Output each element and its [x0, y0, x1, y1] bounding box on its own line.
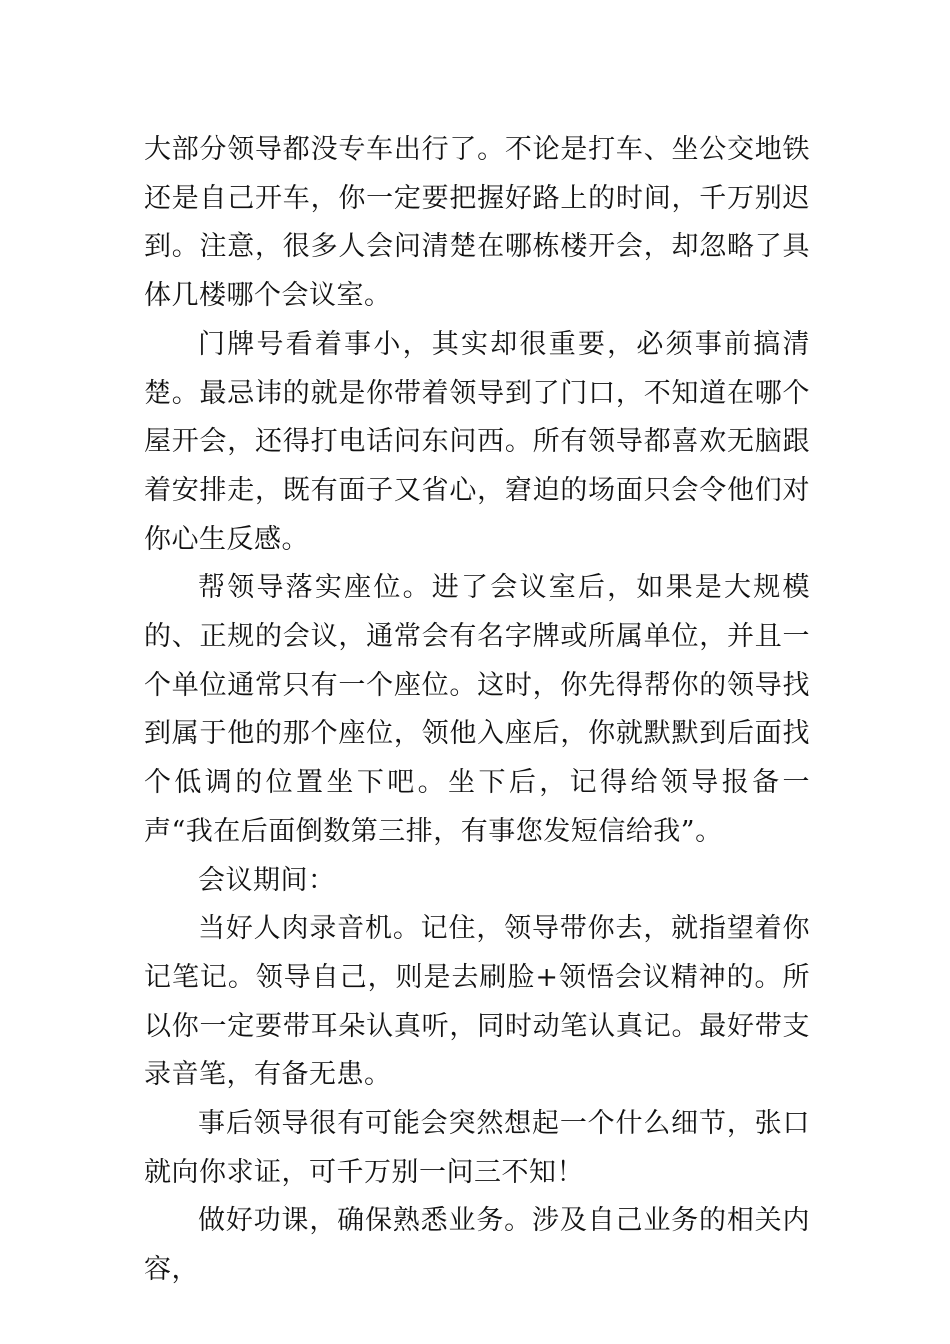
paragraph-seating: 帮领导落实座位。进了会议室后，如果是大规模的、正规的会议，通常会有名字牌或所属单位，并且一个单位通常只有一个座位。这时，你先得帮你的领导找到属于他的那个座位，领他入座后，你就默默到后面找个低调的位置坐下吧。坐下后，记得给领导报备一声“我在后面倒数第三排，有事您发短信给我”。 — [144, 572, 810, 847]
document-body — [144, 126, 810, 1295]
paragraph-homework: 做好功课，确保熟悉业务。涉及自己业务的相关内容， — [144, 1205, 810, 1286]
paragraph-recorder: 当好人肉录音机。记住，领导带你去，就指望着你记笔记。领导自己，则是去刷脸+领悟会议精神的。所以你一定要带耳朵认真听，同时动笔认真记。最好带支录音笔，有备无患。 — [144, 913, 810, 1091]
paragraph-door-number: 门牌号看着事小，其实却很重要，必须事前搞清楚。最忌讳的就是你带着领导到了门口，不知道在哪个屋开会，还得打电话问东问西。所有领导都喜欢无脑跟着安排走，既有面子又省心，窘迫的场面只会令他们对你心生反感。 — [144, 328, 810, 555]
section-heading-during-meeting: 会议期间： — [198, 864, 336, 896]
paragraph-continuation: 大部分领导都没专车出行了。不论是打车、坐公交地铁还是自己开车，你一定要把握好路上的时间，千万别迟到。注意，很多人会问清楚在哪栋楼开会，却忽略了具体几楼哪个会议室。 — [144, 134, 810, 312]
paragraph-follow-up: 事后领导很有可能会突然想起一个什么细节，张口就向你求证，可千万别一问三不知！ — [144, 1108, 810, 1188]
